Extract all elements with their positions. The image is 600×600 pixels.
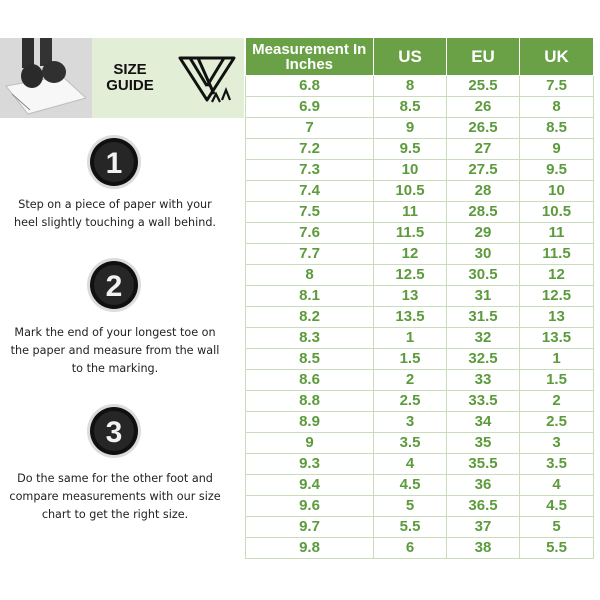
size-guide-line1: SIZE	[113, 61, 147, 78]
uk-size-cell: 8.5	[520, 118, 594, 139]
eu-size-cell: 38	[447, 538, 520, 559]
measurement-cell: 7.6	[246, 223, 374, 244]
eu-size-cell: 33.5	[447, 391, 520, 412]
uk-size-cell: 13	[520, 307, 594, 328]
table-row	[246, 517, 594, 538]
feet-on-paper-image	[0, 38, 92, 118]
measurement-cell: 8.8	[246, 391, 374, 412]
step-1-text: Step on a piece of paper with your heel slightly touching a wall behind.	[14, 198, 216, 229]
table-row	[246, 307, 594, 328]
measurement-cell: 6.8	[246, 76, 374, 97]
table-row	[246, 160, 594, 181]
table-row	[246, 118, 594, 139]
measurement-cell: 9.3	[246, 454, 374, 475]
measurement-cell: 8.9	[246, 412, 374, 433]
measurement-cell: 9	[246, 433, 374, 454]
uk-size-cell: 2	[520, 391, 594, 412]
measurement-cell: 9.4	[246, 475, 374, 496]
table-row	[246, 433, 594, 454]
eu-size-cell: 35	[447, 433, 520, 454]
step-1-number: 1	[105, 147, 123, 180]
uk-size-cell: 11	[520, 223, 594, 244]
us-size-cell: 13	[374, 286, 447, 307]
eu-size-cell: 25.5	[447, 76, 520, 97]
us-size-cell: 10.5	[374, 181, 447, 202]
uk-size-cell: 8	[520, 97, 594, 118]
table-row	[246, 244, 594, 265]
brand-logo	[176, 50, 238, 106]
size-chart-table	[245, 38, 594, 559]
us-size-cell: 6	[374, 538, 447, 559]
eu-size-cell: 30	[447, 244, 520, 265]
step-2-text: Mark the end of your longest toe on the paper and measure from the wall to the marking.	[10, 326, 220, 375]
us-size-cell: 9.5	[374, 139, 447, 160]
size-guide-line2: GUIDE	[106, 77, 154, 94]
column-header-us: US	[374, 38, 447, 76]
eu-size-cell: 28.5	[447, 202, 520, 223]
uk-size-cell: 12.5	[520, 286, 594, 307]
us-size-cell: 1	[374, 328, 447, 349]
column-header-uk: UK	[520, 38, 594, 76]
us-size-cell: 12.5	[374, 265, 447, 286]
size-guide-banner	[92, 38, 244, 118]
eu-size-cell: 26	[447, 97, 520, 118]
eu-size-cell: 27.5	[447, 160, 520, 181]
table-row	[246, 370, 594, 391]
us-size-cell: 12	[374, 244, 447, 265]
step-3-number: 3	[105, 416, 123, 449]
table-row	[246, 76, 594, 97]
uk-size-cell: 13.5	[520, 328, 594, 349]
eu-size-cell: 29	[447, 223, 520, 244]
measurement-cell: 7.3	[246, 160, 374, 181]
uk-size-cell: 3.5	[520, 454, 594, 475]
eu-size-cell: 36.5	[447, 496, 520, 517]
measurement-cell: 8	[246, 265, 374, 286]
eu-size-cell: 32.5	[447, 349, 520, 370]
us-size-cell: 1.5	[374, 349, 447, 370]
eu-size-cell: 32	[447, 328, 520, 349]
step-2-icon	[86, 257, 142, 313]
table-row	[246, 181, 594, 202]
step-3-text: Do the same for the other foot and compare measurements with our size chart to get the right size.	[9, 472, 221, 521]
us-size-cell: 2.5	[374, 391, 447, 412]
us-size-cell: 5	[374, 496, 447, 517]
us-size-cell: 13.5	[374, 307, 447, 328]
table-row	[246, 139, 594, 160]
uk-size-cell: 9.5	[520, 160, 594, 181]
uk-size-cell: 12	[520, 265, 594, 286]
measurement-cell: 7.7	[246, 244, 374, 265]
table-row	[246, 202, 594, 223]
us-size-cell: 3	[374, 412, 447, 433]
measurement-cell: 7.5	[246, 202, 374, 223]
us-size-cell: 9	[374, 118, 447, 139]
us-size-cell: 4.5	[374, 475, 447, 496]
us-size-cell: 3.5	[374, 433, 447, 454]
uk-size-cell: 4.5	[520, 496, 594, 517]
eu-size-cell: 31	[447, 286, 520, 307]
table-row	[246, 454, 594, 475]
eu-size-cell: 37	[447, 517, 520, 538]
table-row	[246, 538, 594, 559]
table-body	[246, 76, 594, 559]
measurement-cell: 8.5	[246, 349, 374, 370]
table-row	[246, 265, 594, 286]
uk-size-cell: 2.5	[520, 412, 594, 433]
eu-size-cell: 30.5	[447, 265, 520, 286]
measurement-cell: 9.6	[246, 496, 374, 517]
uk-size-cell: 10.5	[520, 202, 594, 223]
measurement-cell: 8.6	[246, 370, 374, 391]
measurement-cell: 6.9	[246, 97, 374, 118]
column-header-eu: EU	[447, 38, 520, 76]
measurement-cell: 9.8	[246, 538, 374, 559]
size-guide-title	[100, 62, 160, 94]
measurement-cell: 8.1	[246, 286, 374, 307]
table-row	[246, 412, 594, 433]
eu-size-cell: 33	[447, 370, 520, 391]
table-row	[246, 475, 594, 496]
eu-size-cell: 26.5	[447, 118, 520, 139]
measurement-cell: 7	[246, 118, 374, 139]
table-row	[246, 97, 594, 118]
eu-size-cell: 34	[447, 412, 520, 433]
uk-size-cell: 11.5	[520, 244, 594, 265]
uk-size-cell: 1.5	[520, 370, 594, 391]
us-size-cell: 8	[374, 76, 447, 97]
step-2-number: 2	[105, 270, 123, 303]
uk-size-cell: 3	[520, 433, 594, 454]
table-row	[246, 328, 594, 349]
uk-size-cell: 9	[520, 139, 594, 160]
table-row	[246, 391, 594, 412]
us-size-cell: 2	[374, 370, 447, 391]
table-row	[246, 286, 594, 307]
us-size-cell: 11	[374, 202, 447, 223]
us-size-cell: 11.5	[374, 223, 447, 244]
eu-size-cell: 27	[447, 139, 520, 160]
eu-size-cell: 35.5	[447, 454, 520, 475]
uk-size-cell: 4	[520, 475, 594, 496]
measurement-cell: 7.4	[246, 181, 374, 202]
measurement-cell: 7.2	[246, 139, 374, 160]
uk-size-cell: 5.5	[520, 538, 594, 559]
us-size-cell: 10	[374, 160, 447, 181]
measurement-cell: 9.7	[246, 517, 374, 538]
uk-size-cell: 7.5	[520, 76, 594, 97]
measurement-cell: 8.2	[246, 307, 374, 328]
eu-size-cell: 36	[447, 475, 520, 496]
us-size-cell: 5.5	[374, 517, 447, 538]
step-3-icon	[86, 403, 142, 459]
us-size-cell: 8.5	[374, 97, 447, 118]
table-row	[246, 496, 594, 517]
table-row	[246, 349, 594, 370]
us-size-cell: 4	[374, 454, 447, 475]
column-header-measurement: Measurement In Inches	[246, 38, 374, 76]
step-1-icon	[86, 134, 142, 190]
table-row	[246, 223, 594, 244]
measurement-cell: 8.3	[246, 328, 374, 349]
uk-size-cell: 5	[520, 517, 594, 538]
eu-size-cell: 28	[447, 181, 520, 202]
table-header-row	[246, 38, 594, 76]
eu-size-cell: 31.5	[447, 307, 520, 328]
uk-size-cell: 1	[520, 349, 594, 370]
uk-size-cell: 10	[520, 181, 594, 202]
